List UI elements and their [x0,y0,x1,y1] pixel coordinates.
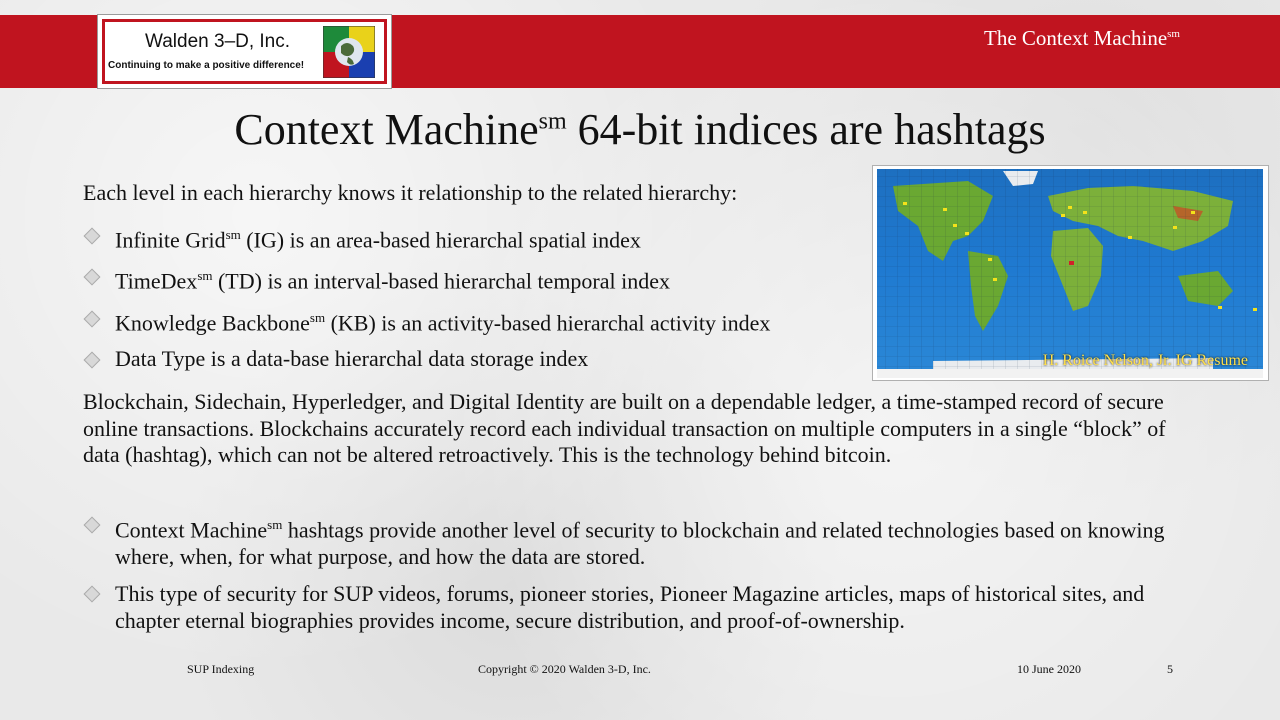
footer-left: SUP Indexing [187,662,255,676]
footer-copyright: Copyright © 2020 Walden 3-D, Inc. [478,662,651,676]
body-paragraph: Blockchain, Sidechain, Hyperledger, and Digital Identity are built on a dependable ledger, a time-stamped record of secure online transactions. Blockchains accurately record each individual transaction on multiple computers in a single “block” of data (hashtag), which can not be altered retroactively. This is the technology behind bitcoin. [83,389,1166,467]
map-caption: H. Roice Nelson, Jr. IG Resume [1042,352,1248,369]
bullet-item: TimeDex$^{sm}$ (TD) is an interval-based hierarchal temporal index [115,268,671,294]
footer-page-number: 5 [1167,662,1173,676]
bullet-diamond-icon [84,311,101,328]
bullet-item: This type of security for SUP videos, forums, pioneer stories, Pioneer Magazine articles, maps of historical sites, and chapter eternal biographies provides income, secure distribution, and proof-of-ownership. [115,581,1145,633]
bullet-diamond-icon [84,586,101,603]
logo-tagline: Continuing to make a positive difference! [108,60,305,71]
globe-logo-icon [323,26,375,78]
bullet-diamond-icon [84,228,101,245]
bullet-item: Context Machine$^{sm}$ hashtags provide another level of security to blockchain and related technologies based on knowing where, when, for what purpose, and how the data are stored. [115,517,1165,570]
bullet-diamond-icon [84,517,101,534]
logo-company-name: Walden 3–D, Inc. [145,31,291,52]
bullet-diamond-icon [84,352,101,369]
world-grid-map [872,165,1269,381]
bullet-item: Data Type is a data-base hierarchal data storage index [115,346,589,371]
bullet-item: Infinite Grid$^{sm}$ (IG) is an area-based hierarchal spatial index [115,227,641,253]
footer-date: 10 June 2020 [1017,662,1081,676]
bullet-item: Knowledge Backbone$^{sm}$ (KB) is an activity-based hierarchal activity index [115,310,771,336]
banner-title: The Context Machine$^{sm}$ [984,26,1180,50]
world-map-graphic [873,166,1268,380]
slide-title: Context Machine$^{sm}$ 64-bit indices are hashtags [234,105,1046,154]
logo-border [102,19,387,84]
intro-text: Each level in each hierarchy knows it relationship to the related hierarchy: [83,180,738,205]
bullet-diamond-icon [84,269,101,286]
company-logo [97,14,392,89]
